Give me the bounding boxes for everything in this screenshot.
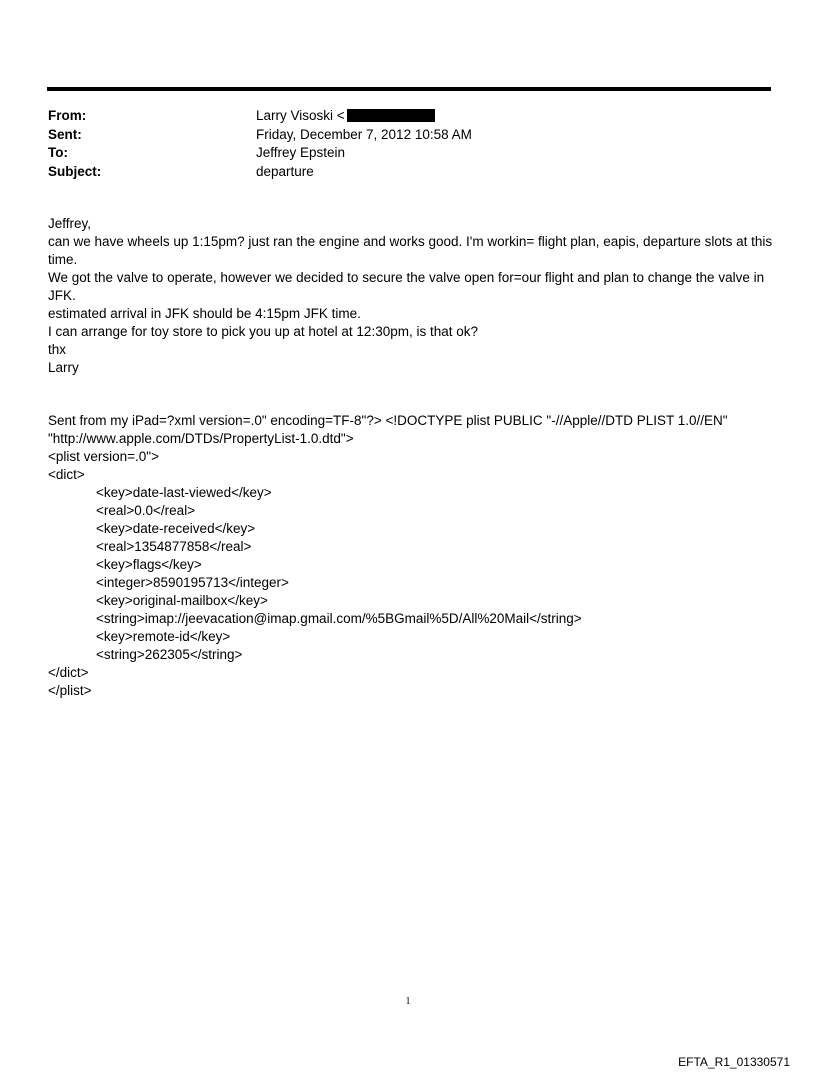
plist-entry: <key>flags</key> [96, 557, 202, 572]
plist-dtd-line: "http://www.apple.com/DTDs/PropertyList-1.0.dtd"> [48, 431, 354, 446]
header-divider [47, 87, 771, 91]
body-line: Jeffrey, [48, 216, 92, 231]
plist-entry: <real>0.0</real> [96, 503, 196, 518]
page-number: 1 [405, 996, 411, 1007]
plist-entry: <string>262305</string> [96, 647, 243, 662]
plist-open-tag: <plist version=.0"> [48, 449, 159, 464]
body-line: Larry [48, 360, 79, 375]
subject-label: Subject: [48, 163, 102, 179]
from-sender: Larry Visoski < [256, 108, 345, 123]
sent-label: Sent: [48, 126, 82, 142]
redaction-block [347, 109, 435, 122]
body-line: can we have wheels up 1:15pm? just ran the engine and works good. I'm workin= flight plan, eapis, departure slots at this time. [48, 234, 773, 267]
email-header [48, 107, 768, 181]
body-line: We got the valve to operate, however we decided to secure the valve open for=our flight and plan to change the valve in JFK. [48, 270, 765, 303]
to-row [48, 144, 768, 163]
plist-close-tag: </plist> [48, 683, 92, 698]
body-line: estimated arrival in JFK should be 4:15pm JFK time. [48, 306, 361, 321]
to-value: Jeffrey Epstein [256, 145, 346, 160]
dict-open-tag: <dict> [48, 467, 85, 482]
plist-entry: <key>remote-id</key> [96, 629, 231, 644]
document-id: EFTA_R1_01330571 [678, 1055, 790, 1069]
dict-close-tag: </dict> [48, 665, 89, 680]
subject-row [48, 163, 768, 182]
from-value [256, 107, 768, 126]
subject-value: departure [256, 163, 314, 179]
from-label: From: [48, 108, 87, 123]
plist-entry: <key>date-last-viewed</key> [96, 485, 272, 500]
from-row [48, 107, 768, 126]
body-line: thx [48, 342, 67, 357]
plist-entry: <string>imap://jeevacation@imap.gmail.com/%5BGmail%5D/All%20Mail</string> [96, 611, 582, 626]
plist-metadata [48, 412, 776, 700]
email-body [48, 215, 776, 377]
to-label: To: [48, 145, 68, 160]
plist-entry: <real>1354877858</real> [96, 539, 252, 554]
plist-entry: <key>date-received</key> [96, 521, 256, 536]
body-line: I can arrange for toy store to pick you up at hotel at 12:30pm, is that ok? [48, 324, 478, 339]
plist-entry: <integer>8590195713</integer> [96, 575, 289, 590]
sent-value: Friday, December 7, 2012 10:58 AM [256, 126, 472, 142]
sent-row [48, 126, 768, 145]
plist-entry: <key>original-mailbox</key> [96, 593, 268, 608]
plist-sent-line: Sent from my iPad=?xml version=.0" encoding=TF-8"?> <!DOCTYPE plist PUBLIC "-//Apple//DTD PLIST 1.0//EN" [48, 413, 728, 428]
